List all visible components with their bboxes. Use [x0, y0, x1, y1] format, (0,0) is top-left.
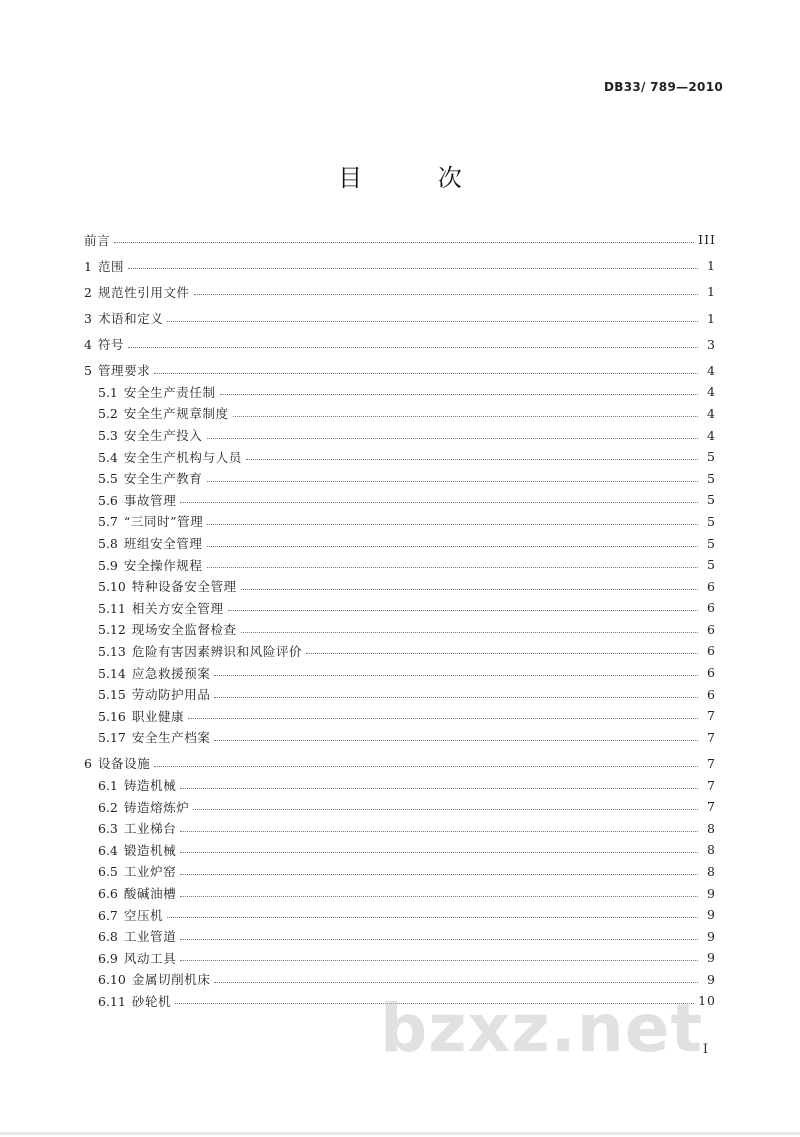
- toc-leader-dots: [194, 294, 698, 295]
- toc-entry[interactable]: [84, 403, 716, 425]
- toc-entry-page: 9: [707, 885, 716, 901]
- toc-entry-page: 5: [707, 557, 716, 573]
- toc-entry-label: [98, 841, 180, 859]
- toc-entry-text: “三同时”管理: [123, 514, 204, 530]
- toc-entry-label: [84, 361, 154, 379]
- toc-entry-number: 6.7: [98, 907, 118, 923]
- toc-leader-dots: [180, 852, 698, 853]
- toc-entry-label: [98, 884, 180, 902]
- toc-entry-number: 5.15: [98, 687, 126, 703]
- toc-entry-text: 铸造熔炼炉: [123, 799, 190, 815]
- toc-entry-text: 风动工具: [123, 950, 177, 966]
- toc-entry-label: [98, 798, 193, 816]
- toc-entry-page: 9: [707, 971, 716, 987]
- toc-entry-page: 8: [707, 863, 716, 879]
- toc-entry-label: [98, 599, 228, 617]
- toc-entry-page: 5: [707, 470, 716, 486]
- toc-entry-page: 1: [707, 284, 716, 300]
- toc-title: 目 次: [338, 164, 496, 192]
- toc-entry-number: 5.10: [98, 579, 126, 595]
- toc-entry-page: 8: [707, 820, 716, 836]
- toc-leader-dots: [241, 589, 698, 590]
- toc-entry-number: 5.7: [98, 514, 118, 530]
- toc-entry-page: 7: [707, 799, 716, 815]
- toc-leader-dots: [188, 718, 698, 719]
- toc-entry-text: 危险有害因素辨识和风险评价: [131, 643, 303, 659]
- toc-entry-label: [98, 404, 233, 422]
- toc-entry[interactable]: [84, 774, 716, 796]
- toc-entry-page: III: [698, 232, 716, 248]
- toc-leader-dots: [180, 831, 698, 832]
- toc-entry-page: 9: [707, 950, 716, 966]
- toc-entry-text: 铸造机械: [123, 778, 177, 794]
- toc-entry-label: [98, 685, 214, 703]
- toc-entry-number: 5.14: [98, 665, 126, 681]
- toc-entry-label: [98, 927, 180, 945]
- toc-entry-number: 5.12: [98, 622, 126, 638]
- toc-entry[interactable]: [84, 597, 716, 619]
- toc-entry-number: 2: [84, 284, 92, 300]
- toc-leader-dots: [207, 481, 699, 482]
- toc-entry[interactable]: [84, 467, 716, 489]
- toc-entry[interactable]: [84, 307, 716, 329]
- toc-entry-label: [98, 448, 246, 466]
- toc-entry-label: [98, 620, 241, 638]
- toc-entry[interactable]: [84, 532, 716, 554]
- toc-leader-dots: [306, 653, 698, 654]
- toc-entry-page: 7: [707, 708, 716, 724]
- watermark: bzxz.net: [380, 990, 704, 1067]
- toc-entry-text: 规范性引用文件: [97, 284, 190, 300]
- toc-entry[interactable]: [84, 817, 716, 839]
- toc-entry[interactable]: [84, 683, 716, 705]
- toc-leader-dots: [214, 697, 698, 698]
- toc-entry-label: [98, 992, 175, 1010]
- toc-entry-page: 4: [707, 384, 716, 400]
- toc-entry-number: 5.11: [98, 600, 126, 616]
- toc-entry[interactable]: [84, 333, 716, 355]
- toc-entry-text: 管理要求: [97, 363, 151, 379]
- toc-entry-text: 安全操作规程: [123, 557, 203, 573]
- toc-entry-text: 设备设施: [97, 756, 151, 772]
- toc-entry-label: [98, 577, 241, 595]
- toc-entry-label: [84, 231, 114, 249]
- toc-entry-number: 6.6: [98, 886, 118, 902]
- toc-leader-dots: [207, 546, 699, 547]
- toc-entry[interactable]: [84, 446, 716, 468]
- toc-entry-label: [98, 491, 180, 509]
- toc-entry-text: 相关方安全管理: [131, 600, 224, 616]
- toc-entry-text: 现场安全监督检查: [131, 622, 237, 638]
- toc-entry-number: 5.16: [98, 708, 126, 724]
- toc-entry-page: 1: [707, 258, 716, 274]
- toc-entry-label: [98, 862, 180, 880]
- toc-entry-label: [98, 469, 207, 487]
- toc-entry-label: [98, 949, 180, 967]
- toc-leader-dots: [175, 1003, 694, 1004]
- toc-entry-number: 4: [84, 337, 92, 353]
- toc-entry-text: 锻造机械: [123, 842, 177, 858]
- toc-entry-label: [98, 819, 180, 837]
- toc-entry[interactable]: [84, 753, 716, 775]
- toc-leader-dots: [228, 610, 698, 611]
- toc-entry-label: [84, 754, 154, 772]
- toc-entry[interactable]: [84, 381, 716, 403]
- toc-leader-dots: [207, 524, 698, 525]
- toc-entry-number: 6.2: [98, 799, 118, 815]
- toc-entry-page: 1: [707, 310, 716, 326]
- toc-entry-number: 5.1: [98, 384, 118, 400]
- toc-leader-dots: [180, 502, 698, 503]
- toc-entry-text: 安全生产责任制: [123, 384, 216, 400]
- toc-entry-page: 10: [698, 993, 716, 1009]
- toc-entry-number: 5.6: [98, 492, 118, 508]
- toc-leader-dots: [180, 874, 698, 875]
- toc-entry[interactable]: [84, 359, 716, 381]
- toc-entry-text: 安全生产档案: [131, 730, 211, 746]
- toc-entry-page: 5: [707, 535, 716, 551]
- toc-leader-dots: [167, 917, 698, 918]
- toc-entry-number: 6.11: [98, 993, 126, 1009]
- toc-entry-text: 金属切削机床: [131, 972, 211, 988]
- toc-entry-text: 工业炉窑: [123, 864, 177, 880]
- toc-entry-number: 5.17: [98, 730, 126, 746]
- page-number: I: [702, 1042, 708, 1057]
- toc-entry-label: [84, 283, 194, 301]
- toc-leader-dots: [154, 373, 698, 374]
- toc-entry-number: 6.4: [98, 842, 118, 858]
- toc-entry-page: 6: [707, 665, 716, 681]
- toc-entry-page: 6: [707, 643, 716, 659]
- toc-entry[interactable]: [84, 255, 716, 277]
- toc-entry-number: 1: [84, 258, 92, 274]
- toc-entry[interactable]: [84, 904, 716, 926]
- toc-entry-text: 班组安全管理: [123, 536, 203, 552]
- toc-entry-number: 6.10: [98, 972, 126, 988]
- toc-entry-number: 5.3: [98, 428, 118, 444]
- toc-entry-label: [98, 642, 306, 660]
- toc-entry[interactable]: [84, 727, 716, 749]
- toc-entry[interactable]: [84, 705, 716, 727]
- toc-entry-page: 6: [707, 578, 716, 594]
- toc-entry-text: 安全生产教育: [123, 471, 203, 487]
- toc-entry[interactable]: [84, 619, 716, 641]
- toc-entry[interactable]: [84, 925, 716, 947]
- toc-entry-page: 6: [707, 686, 716, 702]
- toc-entry[interactable]: [84, 796, 716, 818]
- toc-entry[interactable]: [84, 424, 716, 446]
- toc-leader-dots: [246, 459, 698, 460]
- toc-entry-page: 7: [707, 755, 716, 771]
- toc-entry-number: 5.13: [98, 643, 126, 659]
- toc-entry-number: 5.2: [98, 406, 118, 422]
- toc-entry-page: 5: [707, 492, 716, 508]
- toc-entry-number: 6.1: [98, 778, 118, 794]
- toc-entry-label: [98, 556, 207, 574]
- toc-entry-text: 范围: [97, 258, 125, 274]
- toc-entry-page: 6: [707, 621, 716, 637]
- toc-leader-dots: [214, 982, 698, 983]
- toc-entry-text: 术语和定义: [97, 311, 164, 327]
- toc-entry-label: [98, 707, 188, 725]
- toc-entry-page: 9: [707, 928, 716, 944]
- toc-entry-text: 应急救援预案: [131, 665, 211, 681]
- toc-entry-text: 工业管道: [123, 929, 177, 945]
- toc-entry[interactable]: [84, 554, 716, 576]
- toc-entry[interactable]: [84, 489, 716, 511]
- toc-entry-number: 5.8: [98, 536, 118, 552]
- toc-entry-label: [98, 728, 214, 746]
- toc-entry-page: 4: [707, 362, 716, 378]
- bottom-rule: [0, 1132, 800, 1135]
- toc-entry-number: 6.5: [98, 864, 118, 880]
- toc-entry-number: 6: [84, 756, 92, 772]
- toc-leader-dots: [167, 321, 698, 322]
- toc-entry-page: 6: [707, 600, 716, 616]
- toc-entry-number: 5: [84, 363, 92, 379]
- toc-entry-text: 砂轮机: [131, 993, 172, 1009]
- toc-entry-label: [84, 257, 128, 275]
- toc-entry-page: 4: [707, 427, 716, 443]
- toc-entry[interactable]: [84, 990, 716, 1012]
- toc-entry-text: 工业梯台: [123, 821, 177, 837]
- toc-entry[interactable]: [84, 511, 716, 533]
- toc-entry-text: 特种设备安全管理: [131, 579, 237, 595]
- toc-entry[interactable]: [84, 640, 716, 662]
- toc-leader-dots: [180, 788, 698, 789]
- toc-entry[interactable]: [84, 662, 716, 684]
- toc-entry-label: [98, 512, 207, 530]
- toc-leader-dots: [214, 675, 698, 676]
- toc-entry[interactable]: [84, 281, 716, 303]
- toc-entry[interactable]: [84, 882, 716, 904]
- toc-entry-number: 5.9: [98, 557, 118, 573]
- toc-entry-label: [84, 309, 167, 327]
- toc-entry-text: 职业健康: [131, 708, 185, 724]
- toc-entry-label: [98, 664, 214, 682]
- toc-entry-page: 9: [707, 907, 716, 923]
- toc-entry-text: 安全生产规章制度: [123, 406, 229, 422]
- toc-entry-text: 前言: [84, 232, 111, 248]
- toc-leader-dots: [214, 740, 698, 741]
- toc-entry-text: 安全生产投入: [123, 428, 203, 444]
- toc-entry[interactable]: [84, 839, 716, 861]
- toc-leader-dots: [180, 896, 698, 897]
- toc-entry-text: 安全生产机构与人员: [123, 449, 242, 465]
- toc-entry[interactable]: [84, 969, 716, 991]
- toc-leader-dots: [207, 438, 699, 439]
- toc-entry-text: 空压机: [123, 907, 164, 923]
- toc-entry-text: 劳动防护用品: [131, 687, 211, 703]
- toc-entry-number: 6.9: [98, 950, 118, 966]
- toc-entry-page: 4: [707, 405, 716, 421]
- toc-entry-label: [98, 906, 167, 924]
- toc-entry-label: [98, 970, 214, 988]
- toc-leader-dots: [241, 632, 698, 633]
- toc-leader-dots: [220, 394, 698, 395]
- toc-entry[interactable]: [84, 861, 716, 883]
- toc-entry-number: 5.4: [98, 449, 118, 465]
- toc-leader-dots: [114, 242, 694, 243]
- toc-entry-page: 5: [707, 449, 716, 465]
- toc-entry-text: 符号: [97, 337, 125, 353]
- toc-leader-dots: [207, 567, 699, 568]
- toc-leader-dots: [154, 766, 698, 767]
- toc-leader-dots: [180, 960, 698, 961]
- toc-entry-label: [98, 383, 220, 401]
- toc-entry-page: 7: [707, 777, 716, 793]
- toc-entry-number: 5.5: [98, 471, 118, 487]
- toc-entry[interactable]: [84, 947, 716, 969]
- toc-leader-dots: [180, 939, 698, 940]
- toc-entry[interactable]: [84, 229, 716, 251]
- document-code: DB33/ 789—2010: [603, 80, 723, 94]
- toc-entry-page: 7: [707, 729, 716, 745]
- toc-entry[interactable]: [84, 575, 716, 597]
- toc-entry-label: [98, 534, 207, 552]
- toc-entry-number: 3: [84, 311, 92, 327]
- toc-leader-dots: [193, 809, 698, 810]
- toc-leader-dots: [233, 416, 698, 417]
- toc-leader-dots: [128, 268, 698, 269]
- toc-entry-label: [84, 335, 128, 353]
- toc-leader-dots: [128, 347, 698, 348]
- toc-entry-number: 6.8: [98, 929, 118, 945]
- toc-entry-page: 5: [707, 513, 716, 529]
- toc-entry-label: [98, 426, 207, 444]
- toc-entry-text: 酸碱油槽: [123, 886, 177, 902]
- toc-entry-page: 3: [707, 336, 716, 352]
- toc-entry-number: 6.3: [98, 821, 118, 837]
- table-of-contents: [84, 229, 716, 1012]
- toc-entry-text: 事故管理: [123, 492, 177, 508]
- toc-entry-label: [98, 776, 180, 794]
- toc-entry-page: 8: [707, 842, 716, 858]
